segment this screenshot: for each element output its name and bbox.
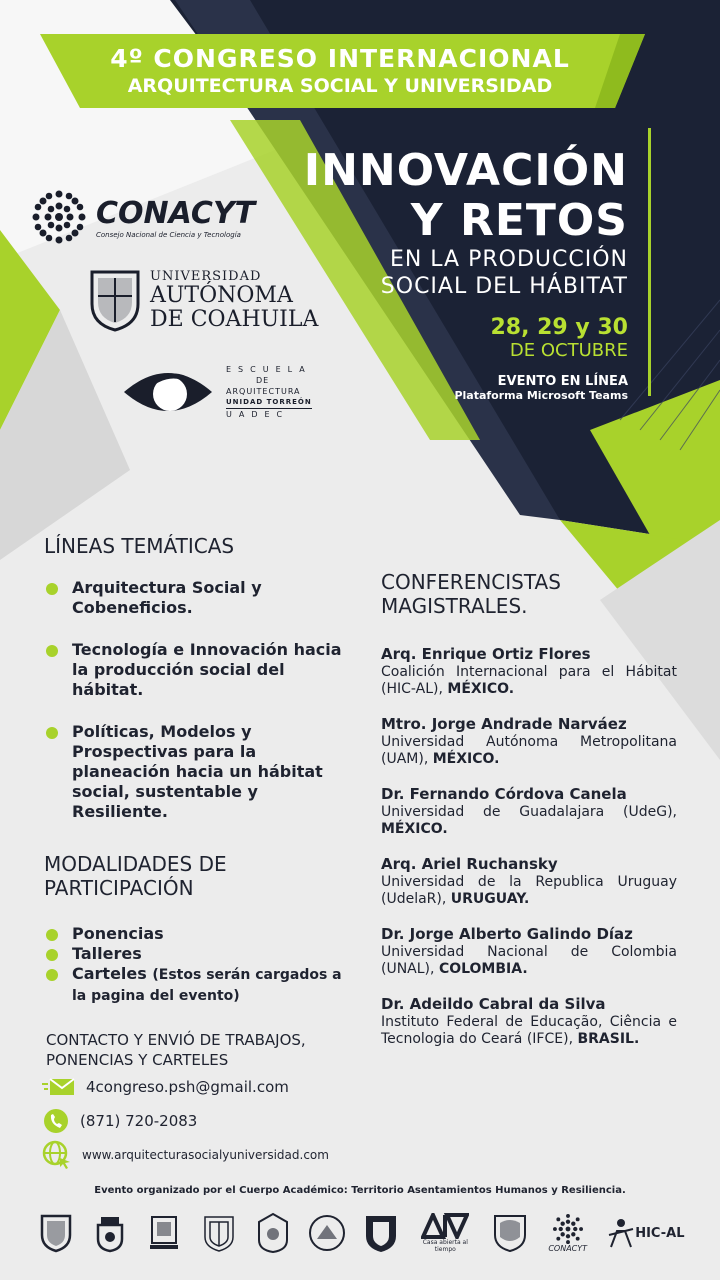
university-seal-icon [144, 1213, 184, 1253]
speaker-country: COLOMBIA. [438, 961, 528, 977]
speaker-affiliation: Universidad de Guadalajara (UdeG), MÉXICO. [381, 804, 677, 837]
modalidades-list [46, 924, 356, 1006]
partner-logo-6 [307, 1212, 347, 1254]
partner-logo-4 [199, 1212, 239, 1254]
partner-logo-1 [36, 1212, 76, 1254]
uadec-line-3: DE COAHUILA [150, 306, 319, 332]
contact-web-row [42, 1140, 329, 1170]
escuela-line-2: DE [256, 376, 270, 385]
uadec-shield-icon [88, 268, 142, 332]
contacto-title-line-1: CONTACTO Y ENVIÓ DE TRABAJOS, [46, 1031, 306, 1049]
contact-phone-row [42, 1108, 197, 1134]
phone-icon [42, 1108, 70, 1134]
partner-logo-conacyt [544, 1212, 592, 1254]
organizer-note: Evento organizado por el Cuerpo Académico: Territorio Asentamientos Humanos y Resiliencia. [94, 1185, 626, 1196]
speaker-affiliation: Instituto Federal de Educação, Ciência e Tecnologia do Ceará (IFCE), BRASIL. [381, 1014, 677, 1047]
conferencistas-title-line-1: CONFERENCISTAS [381, 570, 561, 594]
eye-logo-icon [122, 360, 214, 424]
speaker-country: MÉXICO. [381, 821, 448, 837]
globe-cursor-icon [42, 1140, 72, 1170]
modalidades-title-line-2: PARTICIPACIÓN [44, 876, 194, 900]
modalidad-item: Ponencias [46, 924, 356, 944]
modalidades-title-line-1: MODALIDADES DE [44, 852, 227, 876]
partner-logo-3 [144, 1212, 184, 1254]
speaker-item [381, 715, 677, 768]
speaker-name: Dr. Adeildo Cabral da Silva [381, 995, 606, 1013]
uadec-line-1: UNIVERSIDAD [150, 268, 262, 284]
ornate-shield-icon [201, 1213, 237, 1253]
speaker-name: Dr. Jorge Alberto Galindo Díaz [381, 925, 633, 943]
banner-line-1: 4º CONGRESO INTERNACIONAL [110, 44, 570, 73]
escuela-line-1: ESCUELA [226, 365, 312, 374]
conferencistas-title [381, 570, 561, 618]
conferencistas-title-line-2: MAGISTRALES. [381, 594, 528, 618]
shield-logo-icon [39, 1213, 73, 1253]
tall-shield-icon [257, 1212, 289, 1254]
contact-email-row [42, 1076, 289, 1098]
partner-logo-hic [606, 1212, 686, 1254]
carteles-note: (Estos serán cargados a la pagina del evento) [72, 967, 342, 1004]
speaker-affiliation: Universidad de la Republica Uruguay (UdelaR), URUGUAY. [381, 874, 677, 907]
speaker-item [381, 645, 677, 698]
contacto-title-line-2: PONENCIAS Y CARTELES [46, 1051, 229, 1069]
phone-number[interactable]: (871) 720-2083 [80, 1112, 198, 1130]
hic-caption: HIC-AL [635, 1225, 685, 1241]
conacyt-name: CONACYT [96, 195, 256, 231]
uam-logo-icon [421, 1213, 469, 1239]
escuela-arquitectura-logo [122, 360, 312, 424]
speaker-name: Mtro. Jorge Andrade Narváez [381, 715, 627, 733]
partner-logo-2 [90, 1212, 130, 1254]
modalidad-item: Talleres [46, 944, 356, 964]
contacto-title [46, 1030, 306, 1070]
partner-logo-5 [253, 1212, 293, 1254]
event-mode: EVENTO EN LÍNEA [497, 374, 628, 389]
uadec-line-2: AUTÓNOMA [150, 282, 293, 308]
event-month: DE OCTUBRE [509, 340, 628, 361]
conacyt-logo [28, 186, 255, 248]
uadec-logo [88, 268, 318, 332]
conacyt-subtitle: Consejo Nacional de Ciencia y Tecnología [96, 230, 241, 239]
speakers-list [381, 645, 677, 1065]
headline-line-3: EN LA PRODUCCIÓN [389, 247, 628, 272]
headline-divider [648, 128, 651, 396]
partner-logo-uam [415, 1212, 475, 1254]
escuela-line-4: UNIDAD TORREÓN [226, 397, 312, 409]
escuela-line-5: UADEC [226, 410, 290, 419]
speaker-country: URUGUAY. [450, 891, 530, 907]
conacyt-dots-icon [28, 186, 90, 248]
speaker-country: BRASIL. [577, 1031, 640, 1047]
speaker-affiliation: Universidad Autónoma Metropolitana (UAM), MÉXICO. [381, 734, 677, 767]
website-link[interactable]: www.arquitecturasocialyuniversidad.com [82, 1148, 329, 1162]
headline-line-2: Y RETOS [410, 195, 628, 246]
modalidades-title [44, 852, 227, 900]
uam-caption: Casa abierta al tiempo [422, 1239, 468, 1253]
speaker-country: MÉXICO. [447, 681, 515, 697]
speaker-item [381, 855, 677, 908]
hic-figure-icon [607, 1217, 635, 1249]
speaker-country: MÉXICO. [432, 751, 500, 767]
speaker-item [381, 785, 677, 838]
congress-banner [60, 44, 620, 97]
escuela-line-3: ARQUITECTURA [226, 387, 301, 396]
speaker-name: Arq. Ariel Ruchansky [381, 855, 558, 873]
speaker-name: Arq. Enrique Ortiz Flores [381, 645, 591, 663]
unam-shield-icon [492, 1213, 528, 1253]
modalidad-carteles-label: Carteles [72, 964, 147, 983]
round-seal-icon [307, 1213, 347, 1253]
partner-logo-7 [361, 1212, 401, 1254]
event-platform: Plataforma Microsoft Teams [454, 389, 628, 402]
bold-shield-icon [363, 1212, 399, 1254]
banner-line-2: ARQUITECTURA SOCIAL Y UNIVERSIDAD [127, 75, 553, 97]
headline-line-4: SOCIAL DEL HÁBITAT [380, 274, 628, 299]
speaker-item [381, 995, 677, 1048]
speaker-affiliation: Universidad Nacional de Colombia (UNAL), COLOMBIA. [381, 944, 677, 977]
lineas-list [46, 578, 346, 822]
linea-item: Tecnología e Innovación hacia la producción social del hábitat. [46, 640, 346, 700]
modalidad-item-carteles [46, 964, 356, 1006]
conacyt-small-icon [553, 1214, 583, 1244]
crest-logo-icon [93, 1213, 127, 1253]
email-icon [42, 1076, 76, 1098]
event-dates: 28, 29 y 30 [490, 315, 628, 340]
headline-line-1: INNOVACIÓN [303, 145, 628, 196]
speaker-item [381, 925, 677, 978]
linea-item: Políticas, Modelos y Prospectivas para la planeación hacia un hábitat social, sustentable y Resiliente. [46, 722, 346, 822]
partner-logos [36, 1212, 686, 1254]
conacyt-caption: CONACYT [548, 1243, 588, 1253]
lineas-tematicas-title: LÍNEAS TEMÁTICAS [44, 534, 235, 558]
headline [304, 146, 628, 402]
linea-item: Arquitectura Social y Cobeneficios. [46, 578, 346, 618]
speaker-affiliation: Coalición Internacional para el Hábitat (HIC-AL), MÉXICO. [381, 664, 677, 697]
partner-logo-unam [490, 1212, 530, 1254]
speaker-name: Dr. Fernando Córdova Canela [381, 785, 627, 803]
email-link[interactable]: 4congreso.psh@gmail.com [86, 1078, 289, 1096]
